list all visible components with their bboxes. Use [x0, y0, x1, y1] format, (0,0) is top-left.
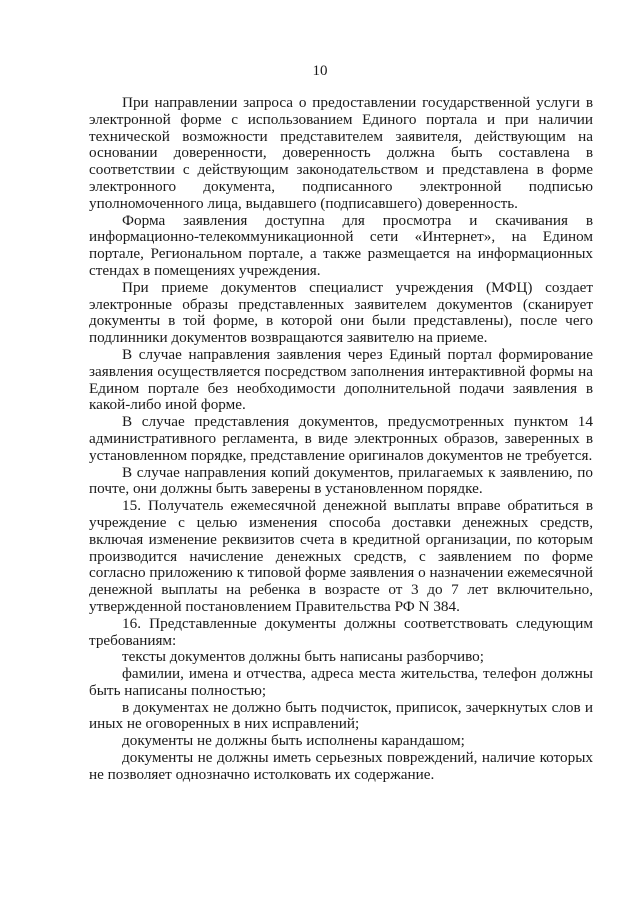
paragraph-section-15: 15. Получатель ежемесячной денежной выплаты вправе обратиться в учреждение с целью изменения способа доставки денежных средств, включая изменение реквизитов счета в кредитной организации, по которым производится начисление денежных средств, с заявлением по форме согласно приложению к типовой форме заявления о назначении ежемесячной денежной выплаты на ребенка в возрасте от 3 до 7 лет включительно, утвержденной постановлением Правительства РФ N 384.	[89, 497, 593, 615]
paragraph-postal-copies: В случае направления копий документов, прилагаемых к заявлению, по почте, они должны быть заверены в установленном порядке.	[89, 463, 593, 498]
document-body	[89, 95, 593, 784]
paragraph-form-availability: Форма заявления доступна для просмотра и скачивания в информационно-телекоммуникационной сети «Интернет», на Едином портале, Региональном портале, а также размещается на информационных стендах в помещениях учреждения.	[89, 211, 593, 279]
requirement-item: в документах не должно быть подчисток, приписок, зачеркнутых слов и иных не оговоренных в них исправлений;	[89, 698, 593, 733]
paragraph-electronic-images: В случае представления документов, предусмотренных пунктом 14 административного регламента, в виде электронных образов, заверенных в установленном порядке, представление оригиналов документов не требуется.	[89, 413, 593, 464]
page-number: 10	[312, 63, 328, 79]
paragraph-portal-submission: В случае направления заявления через Единый портал формирование заявления осуществляется посредством заполнения интерактивной формы на Едином портале без необходимости дополнительной подачи заявления в какой-либо иной форме.	[89, 345, 593, 414]
paragraph-document-intake: При приеме документов специалист учреждения (МФЦ) создает электронные образы представленных заявителем документов (сканирует документы в той форме, в которой они были представлены), после чего подлинники документов возвращаются заявителю на приеме.	[89, 278, 593, 347]
requirement-item: фамилии, имена и отчества, адреса места жительства, телефон должны быть написаны полностью;	[89, 665, 593, 699]
paragraph-section-16: 16. Представленные документы должны соответствовать следующим требованиям:	[89, 614, 593, 649]
requirement-item: документы не должны быть исполнены карандашом;	[122, 732, 465, 750]
requirement-item: документы не должны иметь серьезных повреждений, наличие которых не позволяет однозначно истолковать их содержание.	[89, 749, 593, 783]
requirement-item: тексты документов должны быть написаны разборчиво;	[122, 648, 484, 666]
paragraph-proxy-request: При направлении запроса о предоставлении государственной услуги в электронной форме с использованием Единого портала и при наличии технической возможности представителем заявителя, действующим на основании доверенности, доверенность должна быть составлена в соответствии с действующим законодательством и представлена в форме электронного документа, подписанного электронной подписью уполномоченного лица, выдавшего (подписавшего) доверенность.	[89, 94, 593, 212]
